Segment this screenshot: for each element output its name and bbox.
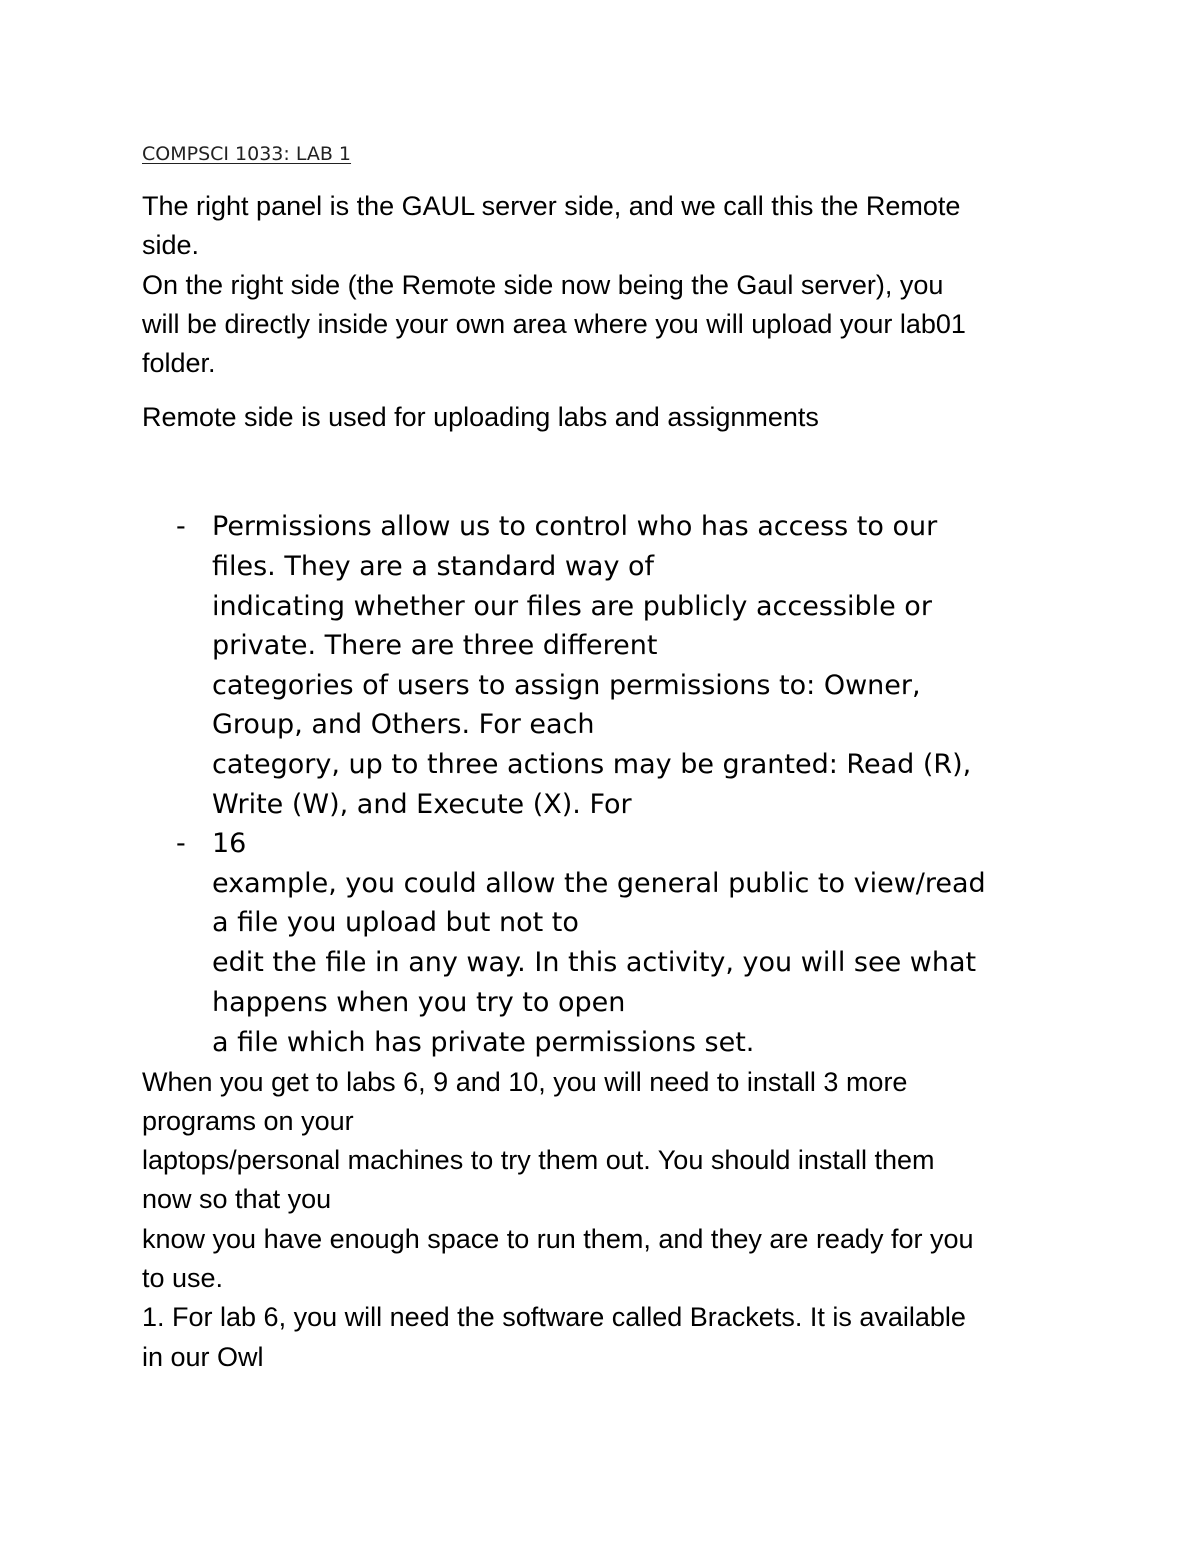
text-line: laptops/personal machines to try them out. You should install them [142,1145,935,1175]
text-line: example, you could allow the general public to view/read [212,868,986,899]
page-title: COMPSCI 1033: LAB 1 [142,143,352,165]
text-line: indicating whether our files are publicly accessible or [212,591,932,622]
text-line: 1. For lab 6, you will need the software called Brackets. It is available [142,1302,966,1332]
text-line: edit the file in any way. In this activity, you will see what [212,947,977,978]
text-line: Remote side is used for uploading labs and assignments [142,402,819,432]
text-line: happens when you try to open [212,987,626,1018]
text-line: now so that you [142,1184,332,1214]
text-line: 16 [212,828,247,859]
text-line: When you get to labs 6, 9 and 10, you will need to install 3 more [142,1067,908,1097]
text-line: On the right side (the Remote side now being the Gaul server), you [142,270,944,300]
text-line: folder. [142,348,216,378]
text-line: The right panel is the GAUL server side, and we call this the Remote [142,191,961,221]
text-line: side. [142,230,200,260]
text-line: know you have enough space to run them, and they are ready for you [142,1224,974,1254]
text-line: files. They are a standard way of [212,551,655,582]
text-line: category, up to three actions may be granted: Read (R), [212,749,972,780]
text-line: programs on your [142,1106,354,1136]
text-line: Write (W), and Execute (X). For [212,789,632,820]
bullet-marker: - [176,511,186,542]
text-line: a file which has private permissions set. [212,1027,755,1058]
text-line: will be directly inside your own area where you will upload your lab01 [142,309,966,339]
text-line: in our Owl [142,1342,264,1372]
text-line: categories of users to assign permissions to: Owner, [212,670,921,701]
text-line: to use. [142,1263,224,1293]
text-line: Group, and Others. For each [212,709,595,740]
text-line: a file you upload but not to [212,907,579,938]
bullet-marker: - [176,828,186,859]
text-line: private. There are three different [212,630,658,661]
text-line: Permissions allow us to control who has access to our [212,511,938,542]
